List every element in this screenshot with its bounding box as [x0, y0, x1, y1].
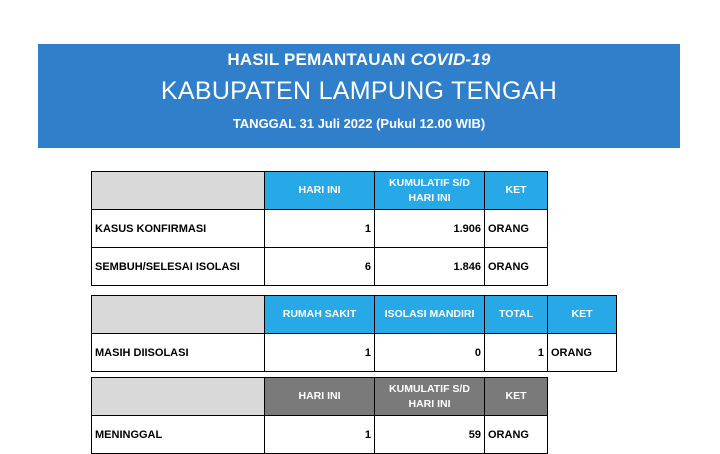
row-label: KASUS KONFIRMASI — [92, 210, 265, 248]
title-prefix: HASIL PEMANTAUAN — [227, 50, 411, 69]
deaths-table — [91, 377, 548, 454]
rumah-sakit-value: 1 — [265, 334, 375, 372]
table-header-row — [92, 296, 617, 334]
row-label: MASIH DIISOLASI — [92, 334, 265, 372]
isolasi-mandiri-value: 0 — [375, 334, 485, 372]
ket-value: ORANG — [485, 416, 548, 454]
header-kumulatif: KUMULATIF S/D HARI INI — [375, 172, 485, 210]
hari-ini-value: 6 — [265, 248, 375, 286]
title-italic: COVID-19 — [410, 50, 491, 69]
table-row — [92, 210, 548, 248]
table-row — [92, 416, 548, 454]
confirmed-recovered-table — [91, 171, 548, 286]
row-label: MENINGGAL — [92, 416, 265, 454]
region-title: KABUPATEN LAMPUNG TENGAH — [160, 77, 558, 105]
report-date: TANGGAL 31 Juli 2022 (Pukul 12.00 WIB) — [232, 116, 486, 131]
row-label: SEMBUH/SELESAI ISOLASI — [92, 248, 265, 286]
header-blank-cell — [92, 172, 265, 210]
header-blank-cell — [92, 296, 265, 334]
table-row — [92, 334, 617, 372]
header-isolasi-mandiri: ISOLASI MANDIRI — [375, 296, 485, 334]
header-total: TOTAL — [485, 296, 548, 334]
header-ket: KET — [548, 296, 617, 334]
kumulatif-value: 1.906 — [375, 210, 485, 248]
kumulatif-value: 59 — [375, 416, 485, 454]
ket-value: ORANG — [548, 334, 617, 372]
table-header-row — [92, 378, 548, 416]
ket-value: ORANG — [485, 210, 548, 248]
report-title — [38, 50, 680, 70]
header-ket: KET — [485, 378, 548, 416]
hari-ini-value: 1 — [265, 210, 375, 248]
header-kumulatif: KUMULATIF S/D HARI INI — [375, 378, 485, 416]
hari-ini-value: 1 — [265, 416, 375, 454]
total-value: 1 — [485, 334, 548, 372]
ket-value: ORANG — [485, 248, 548, 286]
table-header-row — [92, 172, 548, 210]
header-hari-ini: HARI INI — [265, 378, 375, 416]
header-blank-cell — [92, 378, 265, 416]
header-ket: KET — [485, 172, 548, 210]
kumulatif-value: 1.846 — [375, 248, 485, 286]
header-rumah-sakit: RUMAH SAKIT — [265, 296, 375, 334]
table-row — [92, 248, 548, 286]
report-header — [38, 44, 680, 148]
header-hari-ini: HARI INI — [265, 172, 375, 210]
isolation-table — [91, 295, 617, 372]
